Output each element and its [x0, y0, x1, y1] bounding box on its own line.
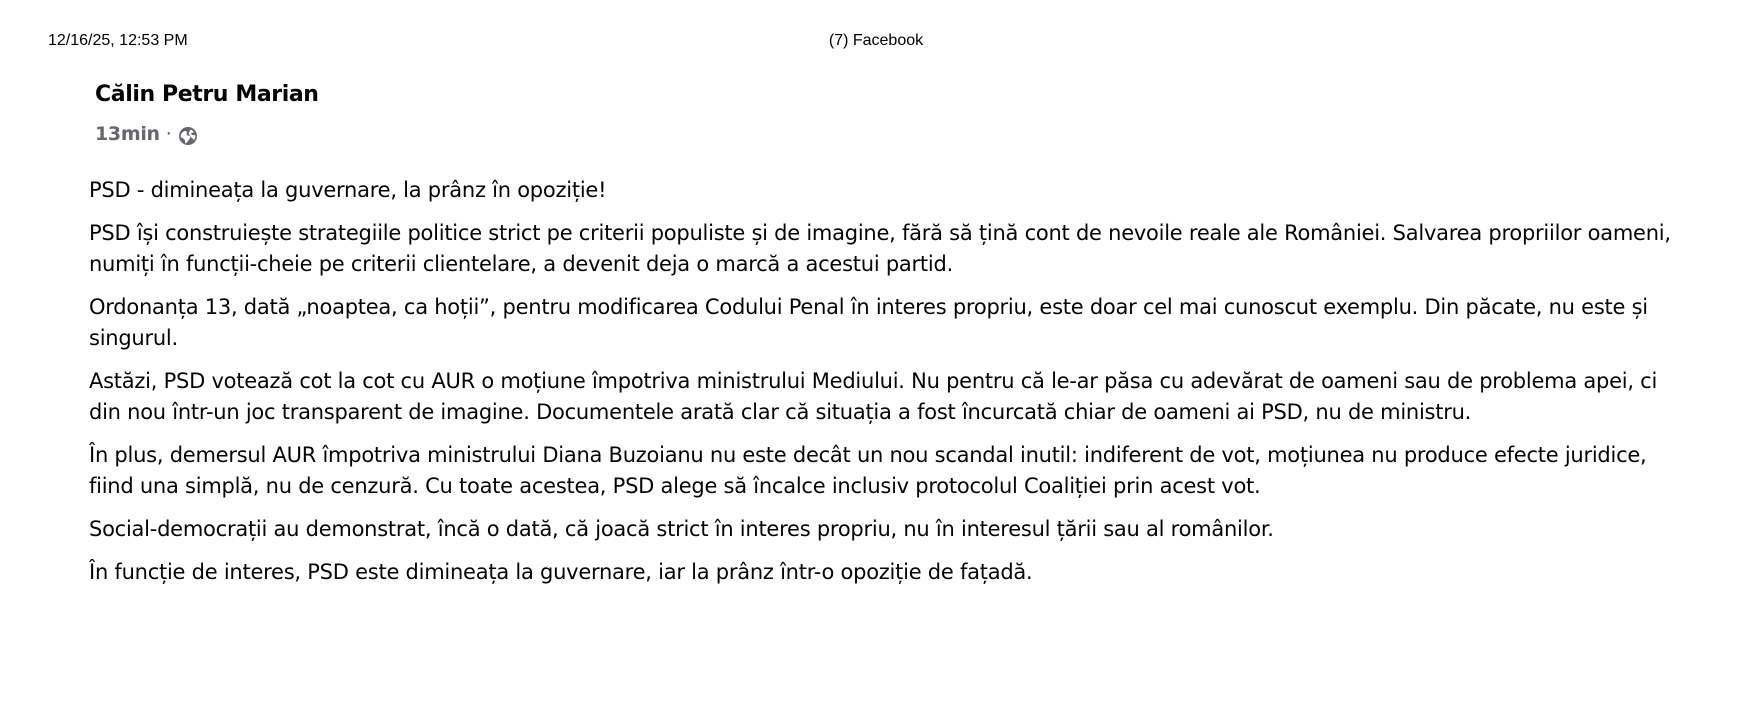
post-paragraph: PSD își construiește strategiile politice strict pe criterii populiste și de imagine, fără să țină cont de nevoile reale ale României. Salvarea propriilor oameni, numiți în funcții-cheie pe criterii clientelare, a devenit deja o marcă a acestui partid.	[89, 221, 1671, 276]
post-paragraph: În funcție de interes, PSD este dimineața la guvernare, iar la prânz într-o opoziție de fațadă.	[89, 560, 1033, 584]
print-datetime: 12/16/25, 12:53 PM	[48, 32, 188, 49]
post-timestamp[interactable]: 13min	[95, 123, 160, 145]
print-header	[0, 32, 1752, 52]
meta-separator: ·	[165, 123, 172, 145]
post-paragraph: Social-democrații au demonstrat, încă o dată, că joacă strict în interes propriu, nu în interesul țării sau al românilor.	[89, 517, 1274, 541]
post-header	[95, 80, 319, 146]
post-meta	[95, 122, 319, 146]
post-body	[89, 175, 1679, 600]
print-page-title: (7) Facebook	[828, 32, 924, 49]
globe-icon[interactable]	[178, 126, 198, 146]
post-paragraph: Astăzi, PSD votează cot la cot cu AUR o moțiune împotriva ministrului Mediului. Nu pentru că le-ar păsa cu adevărat de oameni sau de problema apei, ci din nou într-un joc transparent de imagine. Documentele arată clar că situația a fost încurcată chiar de oameni ai PSD, nu de ministru.	[89, 369, 1658, 424]
post-paragraph: PSD - dimineața la guvernare, la prânz în opoziție!	[89, 178, 607, 202]
post-paragraph: În plus, demersul AUR împotriva ministrului Diana Buzoianu nu este decât un nou scandal inutil: indiferent de vot, moțiunea nu produce efecte juridice, fiind una simplă, nu de cenzură. Cu toate acestea, PSD alege să încalce inclusiv protocolul Coaliției prin acest vot.	[89, 443, 1647, 498]
post-paragraph: Ordonanța 13, dată „noaptea, ca hoții”, pentru modificarea Codului Penal în interes propriu, este doar cel mai cunoscut exemplu. Din păcate, nu este și singurul.	[89, 295, 1648, 350]
post-author-name[interactable]: Călin Petru Marian	[95, 82, 319, 107]
